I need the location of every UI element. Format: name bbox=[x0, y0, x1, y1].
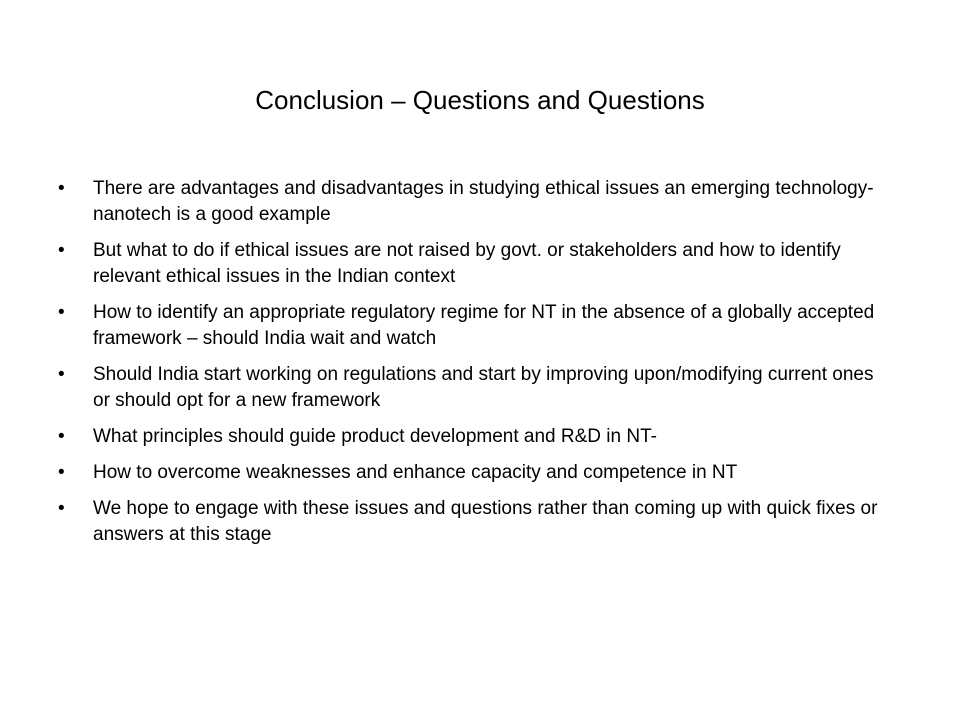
bullet-icon: • bbox=[58, 462, 65, 483]
bullet-item bbox=[58, 424, 888, 450]
bullet-item bbox=[58, 238, 888, 290]
bullet-item bbox=[58, 176, 888, 228]
bullet-text: There are advantages and disadvantages in studying ethical issues an emerging technology- nanotech is a good example bbox=[93, 178, 874, 225]
bullet-text: But what to do if ethical issues are not raised by govt. or stakeholders and how to identify relevant ethical issues in the Indian context bbox=[93, 240, 841, 287]
bullet-icon: • bbox=[58, 364, 65, 385]
bullet-item bbox=[58, 460, 888, 486]
bullet-text: How to identify an appropriate regulatory regime for NT in the absence of a globally accepted framework – should India wait and watch bbox=[93, 302, 875, 349]
slide-title: Conclusion – Questions and Questions bbox=[255, 85, 705, 115]
bullet-icon: • bbox=[58, 498, 65, 519]
bullet-text: We hope to engage with these issues and questions rather than coming up with quick fixes or answers at this stage bbox=[93, 498, 878, 545]
bullet-icon: • bbox=[58, 240, 65, 261]
bullet-item bbox=[58, 300, 888, 352]
bullet-icon: • bbox=[58, 302, 65, 323]
bullet-icon: • bbox=[58, 426, 65, 447]
bullet-icon: • bbox=[58, 178, 65, 199]
bullet-list bbox=[58, 176, 888, 548]
bullet-text: What principles should guide product development and R&D in NT- bbox=[93, 426, 657, 447]
bullet-text: Should India start working on regulations and start by improving upon/modifying current ones or should opt for a new framework bbox=[93, 364, 874, 411]
bullet-item bbox=[58, 496, 888, 548]
bullet-item bbox=[58, 362, 888, 414]
bullet-text: How to overcome weaknesses and enhance capacity and competence in NT bbox=[93, 462, 738, 483]
